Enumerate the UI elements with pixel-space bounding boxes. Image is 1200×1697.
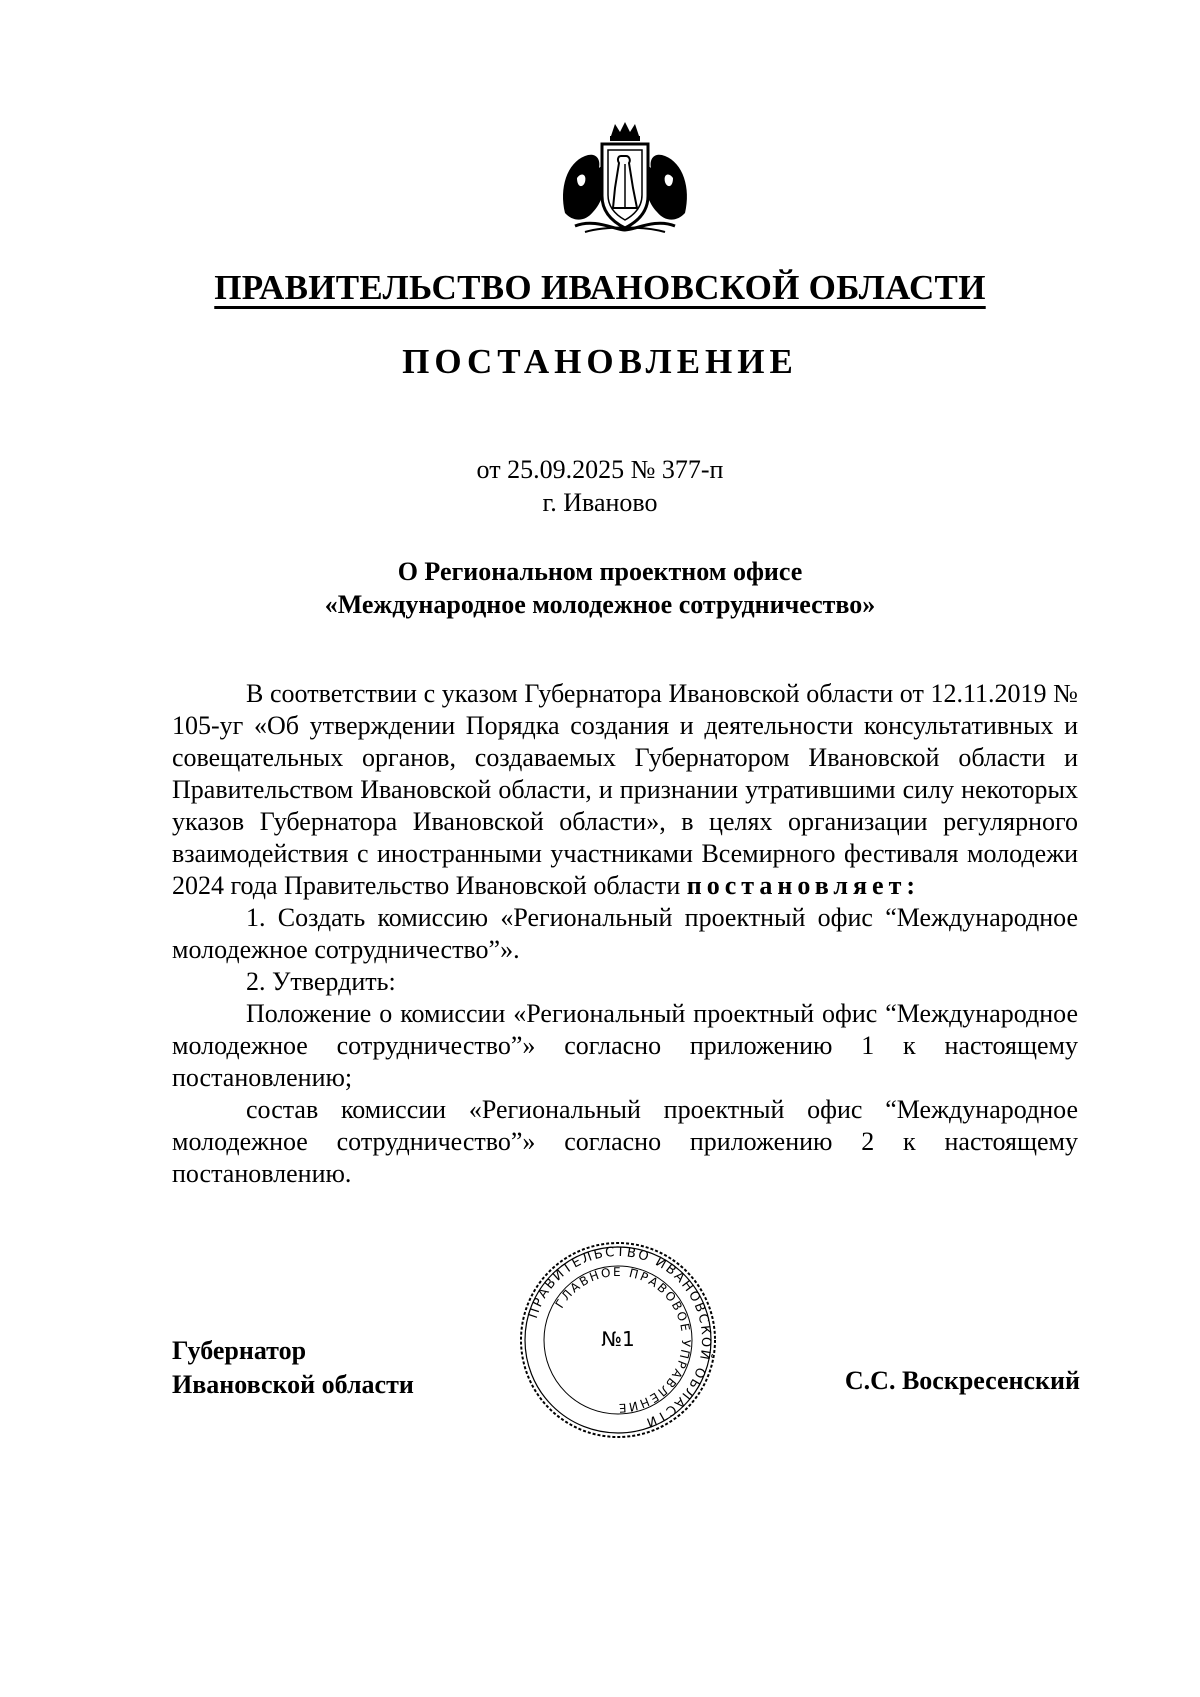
stamp-inner-text: ГЛАВНОЕ ПРАВОВОЕ УПРАВЛЕНИЕ bbox=[552, 1264, 694, 1416]
preamble-text: В соответствии с указом Губернатора Ивановской области от 12.11.2019 № 105-уг «Об утверждении Порядка создания и деятельности консультативных и совещательных органов, создаваемых Губернатором Ивановской области и Правительством Ивановской области, и признании утратившими силу некоторых указов Губернатора Ивановской области», в целях организации регулярного взаимодействия с иностранными участниками Всемирного фестиваля молодежи 2024 года Правительство Ивановской области bbox=[172, 679, 1078, 900]
document-city: г. Иваново bbox=[542, 488, 658, 517]
document-date-number: от 25.09.2025 № 377-п bbox=[476, 455, 724, 484]
signatory-title bbox=[172, 1334, 414, 1402]
item-2b: состав комиссии «Региональный проектный офис “Международное молодежное сотрудничество”» согласно приложению 2 к настоящему постановлению. bbox=[172, 1095, 1078, 1188]
document-type: ПОСТАНОВЛЕНИЕ bbox=[402, 342, 798, 381]
signatory-title-line-1: Губернатор bbox=[172, 1336, 307, 1365]
stamp-number: №1 bbox=[601, 1327, 635, 1351]
organization-title bbox=[0, 268, 1200, 308]
signatory-name: С.С. Воскресенский bbox=[844, 1366, 1080, 1395]
item-2: 2. Утвердить: bbox=[246, 967, 396, 996]
resolves-text: постановляет: bbox=[686, 871, 921, 900]
signatory-title-line-2: Ивановской области bbox=[172, 1370, 414, 1399]
official-stamp bbox=[518, 1240, 718, 1440]
stamp-outer-text: ИВАНОВСКОЙ ОБЛАСТИ bbox=[642, 1254, 714, 1431]
subject-line-1: О Региональном проектном офисе bbox=[397, 557, 803, 586]
organization-title-text: ПРАВИТЕЛЬСТВО ИВАНОВСКОЙ ОБЛАСТИ bbox=[214, 268, 986, 307]
coat-of-arms-icon bbox=[555, 118, 695, 236]
document-body bbox=[172, 678, 1078, 1190]
item-1: 1. Создать комиссию «Региональный проектный офис “Международное молодежное сотрудничество”». bbox=[172, 903, 1078, 964]
subject-line-2: «Международное молодежное сотрудничество» bbox=[324, 590, 876, 619]
document-subject bbox=[0, 555, 1200, 621]
preamble-paragraph bbox=[172, 678, 1078, 902]
stamp-outer-tail: ПРАВИТЕЛЬСТВО bbox=[525, 1244, 653, 1321]
item-2a: Положение о комиссии «Региональный проектный офис “Международное молодежное сотрудничество”» согласно приложению 1 к настоящему постановлению; bbox=[172, 999, 1078, 1092]
